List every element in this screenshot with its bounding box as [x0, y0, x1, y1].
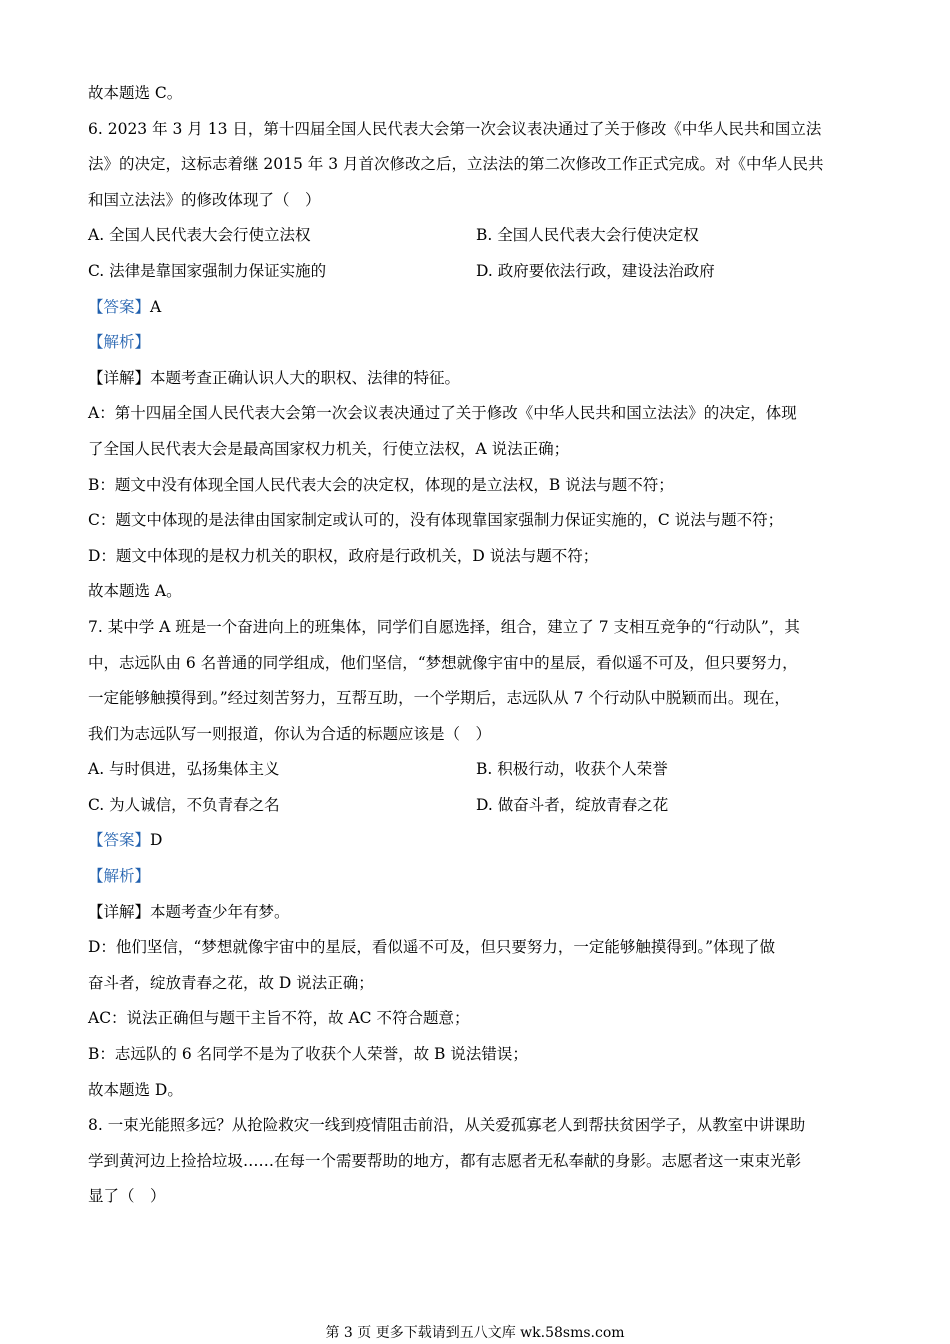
options-row — [88, 752, 868, 788]
question-stem-line: 7. 某中学 A 班是一个奋进向上的班集体，同学们自愿选择，组合，建立了 7 支相互竞争的“行动队”，其 — [88, 617, 800, 636]
previous-conclusion: 故本题选 C。 — [88, 84, 183, 102]
explain-line: C：题文中体现的是法律由国家制定或认可的，没有体现靠国家强制力保证实施的，C 说法与题不符； — [88, 511, 784, 530]
option-c: C. 法律是靠国家强制力保证实施的 — [88, 261, 327, 280]
option-b: B. 全国人民代表大会行使决定权 — [476, 226, 699, 245]
explain-line: B：志远队的 6 名同学不是为了收获个人荣誉，故 B 说法错误； — [88, 1045, 528, 1064]
question-7 — [88, 610, 868, 1108]
option-d: D. 政府要依法行政，建设法治政府 — [476, 261, 715, 280]
question-stem-line: 我们为志远队写一则报道，你认为合适的标题应该是（ ） — [88, 724, 492, 743]
question-stem-line: 8. 一束光能照多远？从抢险救灾一线到疫情阻击前沿，从关爱孤寡老人到帮扶贫困学子，从教室中讲课助 — [88, 1116, 806, 1135]
answer-line — [88, 290, 868, 326]
question-stem-line: 一定能够触摸得到。”经过刻苦努力，互帮互助，一个学期后，志远队从 7 个行动队中脱颖而出。现在， — [88, 689, 790, 708]
explain-line: 故本题选 D。 — [88, 1080, 183, 1099]
question-stem-line: 中，志远队由 6 名普通的同学组成，他们坚信，“梦想就像宇宙中的星辰，看似遥不可及，但只要努力， — [88, 653, 798, 672]
answer-tag: 【答案】 — [88, 297, 151, 316]
explain-line: B：题文中没有体现全国人民代表大会的决定权，体现的是立法权，B 说法与题不符； — [88, 475, 674, 494]
answer-tag: 【答案】 — [88, 831, 151, 850]
question-6 — [88, 112, 868, 610]
question-stem-line: 6. 2023 年 3 月 13 日，第十四届全国人民代表大会第一次会议表决通过了关于修改《中华人民共和国立法 — [88, 119, 822, 138]
explain-line: D：题文中体现的是权力机关的职权，政府是行政机关，D 说法与题不符； — [88, 546, 599, 565]
explain-line: 故本题选 A。 — [88, 582, 182, 601]
explain-line: A：第十四届全国人民代表大会第一次会议表决通过了关于修改《中华人民共和国立法法》的决定，体现 — [88, 404, 797, 423]
detail-line: 【详解】本题考查少年有梦。 — [88, 902, 290, 921]
question-stem-line: 法》的决定，这标志着继 2015 年 3 月首次修改之后，立法法的第二次修改工作正式完成。对《中华人民共 — [88, 155, 824, 174]
option-d: D. 做奋斗者，绽放青春之花 — [476, 795, 669, 814]
option-a: A. 全国人民代表大会行使立法权 — [88, 226, 311, 245]
explain-line: D：他们坚信，“梦想就像宇宙中的星辰，看似遥不可及，但只要努力，一定能够触摸得到。”体现了做 — [88, 938, 776, 957]
question-stem-line: 显了（ ） — [88, 1187, 166, 1206]
answer-value: D — [150, 831, 163, 850]
question-stem-line: 学到黄河边上捡拾垃圾……在每一个需要帮助的地方，都有志愿者无私奉献的身影。志愿者这一束束光彰 — [88, 1151, 802, 1170]
option-b: B. 积极行动，收获个人荣誉 — [476, 760, 668, 779]
answer-value: A — [150, 297, 162, 316]
analysis-tag: 【解析】 — [88, 333, 151, 352]
explain-line: 奋斗者，绽放青春之花，故 D 说法正确； — [88, 973, 374, 992]
explain-line: AC：说法正确但与题干主旨不符，故 AC 不符合题意； — [88, 1009, 470, 1028]
detail-line: 【详解】本题考查正确认识人大的职权、法律的特征。 — [88, 368, 461, 387]
document-page — [88, 76, 868, 1215]
analysis-tag: 【解析】 — [88, 867, 151, 886]
answer-line — [88, 823, 868, 859]
options-row — [88, 254, 868, 290]
option-a: A. 与时俱进，弘扬集体主义 — [88, 760, 280, 779]
question-8 — [88, 1108, 868, 1215]
options-row — [88, 218, 868, 254]
page-footer: 第 3 页 更多下载请到五八文库 wk.58sms.com — [325, 1325, 625, 1341]
analysis-line — [88, 859, 868, 895]
analysis-line — [88, 325, 868, 361]
option-c: C. 为人诚信，不负青春之名 — [88, 795, 280, 814]
question-stem-line: 和国立法法》的修改体现了（ ） — [88, 190, 321, 209]
options-row — [88, 788, 868, 824]
explain-line: 了全国人民代表大会是最高国家权力机关，行使立法权，A 说法正确； — [88, 439, 570, 458]
